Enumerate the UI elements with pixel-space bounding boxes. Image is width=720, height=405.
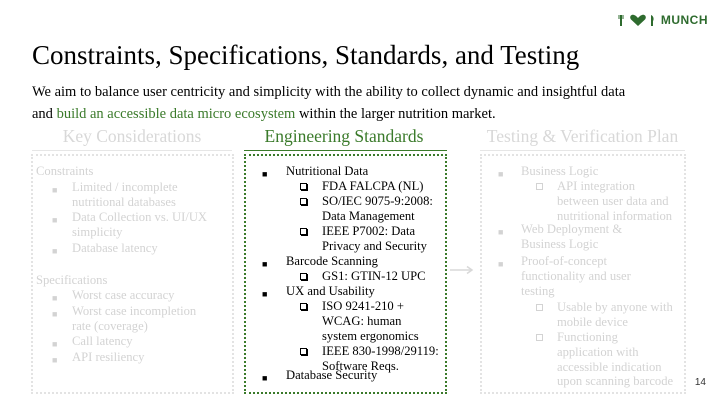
- list-item: Worst case incompletion: [72, 304, 197, 318]
- constraints-label: Constraints: [36, 164, 94, 178]
- hollow-square-bullet-icon: [300, 303, 307, 310]
- hollow-square-bullet-icon: [300, 348, 307, 355]
- filled-square-bullet-icon: ■: [52, 339, 58, 349]
- list-item: Proof-of-concept: [521, 254, 608, 268]
- list-item: Privacy and Security: [322, 239, 427, 253]
- filled-square-bullet-icon: ■: [262, 373, 268, 383]
- list-item: testing: [521, 284, 555, 298]
- filled-square-bullet-icon: ■: [262, 169, 268, 179]
- list-item: Business Logic: [521, 164, 599, 178]
- filled-square-bullet-icon: ■: [52, 355, 58, 365]
- filled-square-bullet-icon: ■: [498, 227, 504, 237]
- list-item: API resiliency: [72, 350, 145, 364]
- list-item: Business Logic: [521, 237, 599, 251]
- list-item: Barcode Scanning: [286, 254, 378, 268]
- intro-line-1: We aim to balance user centricity and simplicity with the ability to collect dynamic and insightful data: [32, 84, 626, 100]
- list-item: functionality and user: [521, 269, 631, 283]
- list-item: Data Collection vs. UI/UX: [72, 210, 208, 224]
- list-item: IEEE P7002: Data: [322, 224, 416, 238]
- hollow-square-bullet-icon: [300, 228, 307, 235]
- hollow-square-bullet-icon: [300, 198, 307, 205]
- list-item: nutritional information: [557, 209, 673, 223]
- page-number: 14: [694, 377, 706, 388]
- list-item: Functioning: [557, 330, 618, 344]
- hollow-square-bullet-icon: [536, 334, 543, 341]
- filled-square-bullet-icon: ■: [498, 259, 504, 269]
- list-item: WCAG: human: [322, 314, 402, 328]
- hollow-square-bullet-icon: [300, 273, 307, 280]
- filled-square-bullet-icon: ■: [52, 246, 58, 256]
- intro-line-2-start: and: [32, 106, 57, 122]
- intro-line-2-end: within the larger nutrition market.: [295, 106, 496, 122]
- right-arrow-icon: [449, 265, 474, 275]
- filled-square-bullet-icon: ■: [498, 169, 504, 179]
- list-item: system ergonomics: [322, 329, 419, 343]
- filled-square-bullet-icon: ■: [52, 293, 58, 303]
- specifications-label: Specifications: [36, 273, 108, 287]
- testing-plan-heading: Testing & Verification Plan: [486, 126, 679, 146]
- filled-square-bullet-icon: ■: [52, 309, 58, 319]
- list-item: FDA FALCPA (NL): [322, 179, 424, 193]
- list-item: IEEE 830-1998/29119:: [322, 344, 439, 358]
- testing-plan-rule: [480, 150, 685, 151]
- list-item: rate (coverage): [72, 319, 148, 333]
- filled-square-bullet-icon: ■: [52, 215, 58, 225]
- hollow-square-bullet-icon: [300, 183, 307, 190]
- engineering-standards-heading: Engineering Standards: [264, 126, 424, 146]
- list-item: between user data and: [557, 194, 669, 208]
- filled-square-bullet-icon: ■: [262, 259, 268, 269]
- intro-highlight: build an accessible data micro ecosystem: [56, 106, 296, 122]
- list-item: Software Reqs.: [322, 359, 399, 373]
- list-item: nutritional databases: [72, 195, 176, 209]
- list-item: Database Security: [286, 368, 378, 382]
- list-item: Nutritional Data: [286, 164, 369, 178]
- logo-text: MUNCH: [660, 13, 708, 27]
- munch-logo: [618, 13, 708, 27]
- hollow-square-bullet-icon: [536, 183, 543, 190]
- key-considerations-rule: [32, 150, 232, 151]
- list-item: accessible indication: [557, 360, 662, 374]
- list-item: Web Deployment &: [521, 222, 623, 236]
- engineering-standards-rule: [244, 150, 447, 151]
- list-item: ISO 9241-210 +: [322, 299, 404, 313]
- list-item: SO/IEC 9075-9:2008:: [322, 194, 433, 208]
- list-item: Database latency: [72, 241, 158, 255]
- list-item: UX and Usability: [286, 284, 375, 298]
- list-item: Worst case accuracy: [72, 288, 175, 302]
- hollow-square-bullet-icon: [536, 304, 543, 311]
- intro-paragraph: [32, 81, 692, 125]
- list-item: Usable by anyone with: [557, 300, 673, 314]
- list-item: GS1: GTIN-12 UPC: [322, 269, 426, 283]
- list-item: mobile device: [557, 315, 628, 329]
- filled-square-bullet-icon: ■: [52, 185, 58, 195]
- list-item: application with: [557, 345, 639, 359]
- list-item: API integration: [557, 179, 635, 193]
- filled-square-bullet-icon: ■: [262, 289, 268, 299]
- list-item: Limited / incomplete: [72, 180, 178, 194]
- page-title: Constraints, Specifications, Standards, and Testing: [32, 40, 580, 70]
- key-considerations-heading: Key Considerations: [62, 126, 202, 146]
- list-item: upon scanning barcode: [557, 374, 674, 388]
- list-item: Data Management: [322, 209, 415, 223]
- list-item: Call latency: [72, 334, 133, 348]
- fork-heart-knife-logo-icon: [618, 13, 658, 27]
- list-item: simplicity: [72, 225, 123, 239]
